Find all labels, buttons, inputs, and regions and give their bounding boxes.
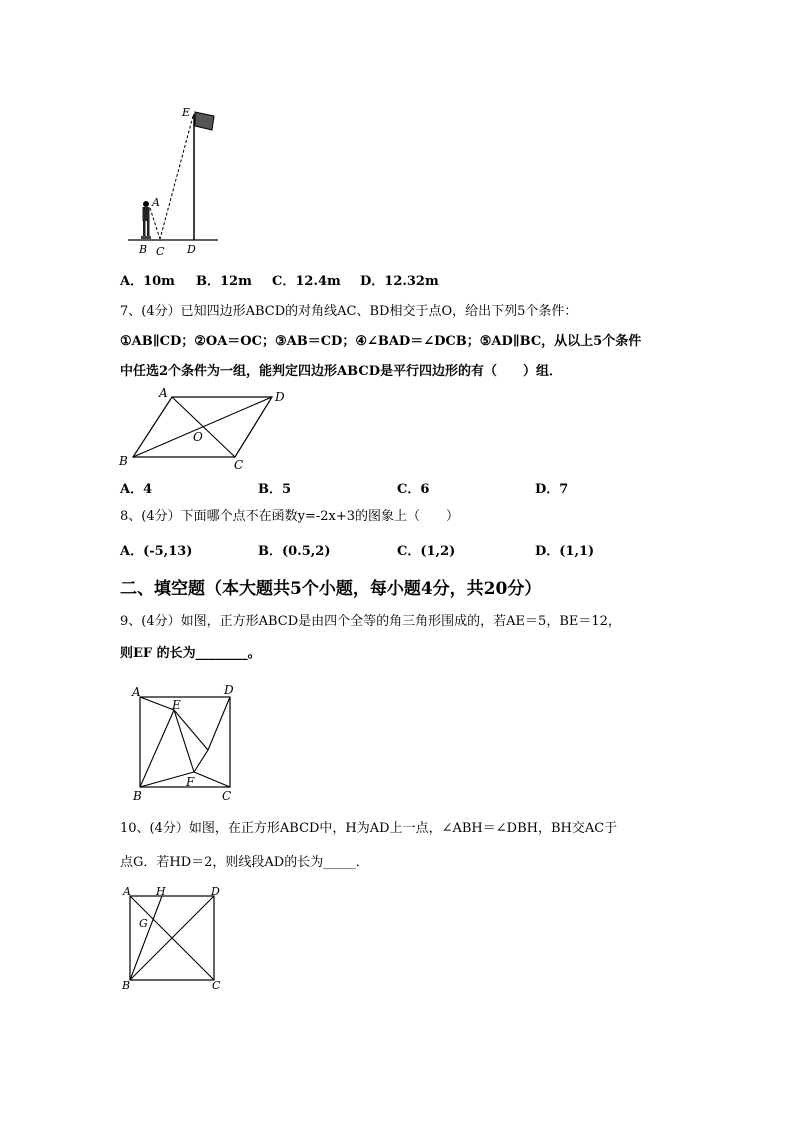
segment-fc bbox=[194, 772, 230, 787]
q6-option-d: D．12.32m bbox=[360, 274, 439, 289]
q7-text-line1: 7、(4分）已知四边形ABCD的对角线AC、BD相交于点O，给出下列5个条件： bbox=[120, 304, 578, 319]
flag-icon bbox=[195, 112, 214, 130]
label-d: D bbox=[187, 243, 196, 256]
sight-line-ac bbox=[150, 208, 160, 239]
label-c: C bbox=[234, 458, 244, 472]
q9-square-figure bbox=[128, 682, 248, 807]
diagonal-bd bbox=[133, 397, 272, 457]
sight-line-ec bbox=[160, 116, 193, 239]
q7-text-line2: ①AB∥CD；②OA＝OC；③AB＝CD；④∠BAD＝∠DCB；⑤AD∥BC，从以上5个条件 bbox=[120, 334, 642, 349]
label-g: G bbox=[139, 917, 148, 930]
q10-text-line1: 10、(4分）如图，在正方形ABCD中，H为AD上一点，∠ABH＝∠DBH，BH交AC于 bbox=[120, 821, 618, 836]
q6-option-c: C．12.4m bbox=[272, 274, 341, 289]
q7-option-c: C．6 bbox=[397, 482, 430, 497]
q8-option-d: D．(1,1) bbox=[535, 544, 595, 559]
label-a: A bbox=[152, 196, 160, 209]
label-c: C bbox=[156, 245, 165, 258]
segment-eh bbox=[174, 710, 208, 750]
q8-option-a: A．(-5,13) bbox=[120, 544, 193, 559]
q10-text-line2: 点G．若HD＝2，则线段AD的长为_____． bbox=[120, 855, 369, 870]
label-a: A bbox=[132, 685, 141, 699]
segment-be bbox=[140, 710, 174, 787]
section-2-heading: 二、填空题（本大题共5个小题，每小题4分，共20分） bbox=[120, 579, 542, 599]
label-c: C bbox=[222, 789, 232, 803]
q7-option-d: D．7 bbox=[535, 482, 569, 497]
segment-ae bbox=[140, 697, 174, 710]
q9-text-line1: 9、(4分）如图，正方形ABCD是由四个全等的角三角形围成的，若AE＝5，BE＝12， bbox=[120, 614, 621, 629]
label-a: A bbox=[159, 386, 168, 400]
q8-text-line1: 8、(4分）下面哪个点不在函数y=-2x+3的图象上（ ） bbox=[120, 509, 460, 524]
square-abcd bbox=[140, 697, 230, 787]
segment-bh bbox=[130, 896, 162, 980]
label-e: E bbox=[172, 698, 181, 712]
label-b: B bbox=[139, 243, 148, 256]
q7-option-b: B．5 bbox=[258, 482, 292, 497]
label-b: B bbox=[122, 979, 131, 992]
q7-text-line3: 中任选2个条件为一组，能判定四边形ABCD是平行四边形的有（ ）组． bbox=[120, 364, 562, 379]
segment-fh bbox=[194, 750, 208, 772]
q7-option-a: A．4 bbox=[120, 482, 153, 497]
q7-parallelogram-figure bbox=[115, 385, 295, 475]
q8-option-b: B．(0.5,2) bbox=[258, 544, 331, 559]
person-icon bbox=[141, 201, 151, 239]
label-f: F bbox=[186, 775, 195, 789]
segment-dh bbox=[208, 697, 230, 750]
segment-ef bbox=[174, 710, 194, 772]
label-b: B bbox=[119, 454, 128, 468]
label-d: D bbox=[275, 390, 285, 404]
label-d: D bbox=[224, 683, 234, 697]
q8-option-c: C．(1,2) bbox=[397, 544, 456, 559]
label-c: C bbox=[212, 979, 221, 992]
label-d: D bbox=[211, 885, 220, 898]
q6-flagpole-figure bbox=[120, 100, 230, 260]
q10-square-figure bbox=[118, 882, 233, 994]
q6-option-a: A．10m bbox=[120, 274, 175, 289]
label-h: H bbox=[156, 885, 166, 898]
label-o: O bbox=[193, 430, 203, 444]
label-b: B bbox=[133, 789, 142, 803]
q6-option-b: B．12m bbox=[196, 274, 252, 289]
label-a: A bbox=[123, 885, 131, 898]
label-e: E bbox=[182, 106, 191, 119]
q9-text-line2: 则EF 的长为________。 bbox=[120, 646, 261, 661]
